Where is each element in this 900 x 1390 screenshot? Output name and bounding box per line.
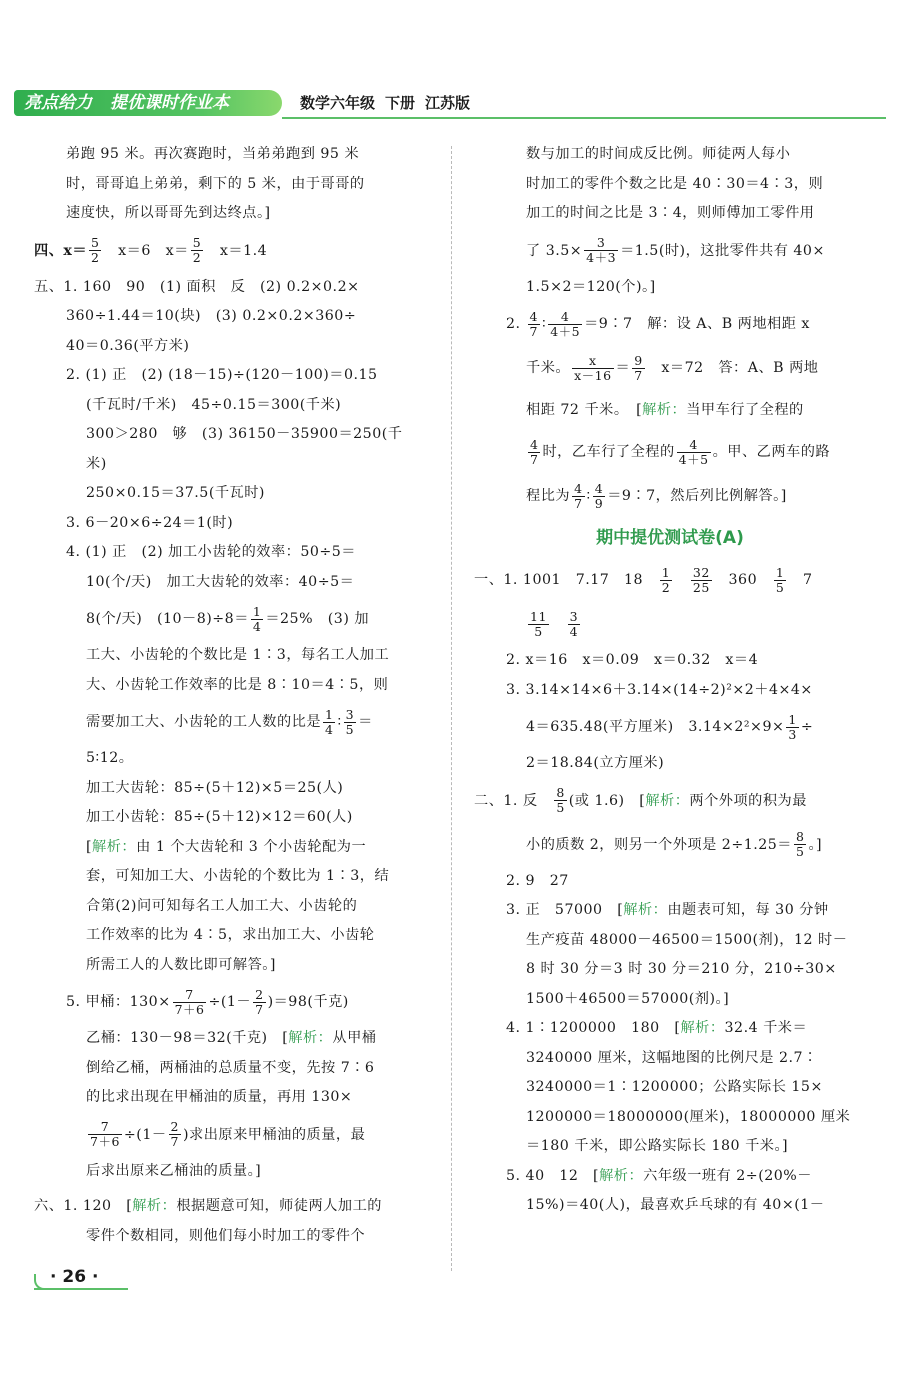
- text: 。甲、乙两车的路: [712, 444, 831, 460]
- denominator: 4: [252, 618, 262, 634]
- fraction: [632, 354, 644, 383]
- text: 时，乙车行了全程的: [542, 444, 675, 460]
- numerator: 5: [192, 235, 202, 251]
- numerator: 4: [529, 308, 538, 324]
- denominator: 5: [534, 623, 543, 639]
- denominator: 2: [661, 579, 671, 595]
- analysis-line: 数与加工的时间成反比例。师徒两人每小: [526, 146, 791, 162]
- answer-line: 速度快，所以哥哥先到达终点。]: [66, 205, 271, 221]
- numerator: 4: [548, 310, 582, 325]
- answer-line: 米): [86, 455, 107, 472]
- analysis-line: 生产疫苗 48000－46500＝1500(剂)，12 时－: [526, 931, 848, 948]
- fraction: [528, 610, 549, 639]
- denominator: 4: [325, 721, 334, 737]
- fraction: [89, 236, 101, 265]
- analysis-line: 倒给乙桶，两桶油的总质量不变，先按 7∶6: [86, 1059, 375, 1076]
- fraction: [251, 605, 263, 634]
- denominator: 4＋3: [586, 250, 617, 265]
- answer-line: [34, 1192, 430, 1222]
- answer-line: 2. 9 27: [506, 872, 569, 889]
- answer-line: [34, 1024, 430, 1054]
- page-header: [14, 86, 886, 120]
- fraction: [584, 236, 618, 265]
- fraction: [794, 830, 806, 859]
- answer-line: (千瓦时/千米) 45÷0.15＝300(千米): [86, 396, 342, 413]
- text: ＝: [358, 714, 373, 730]
- left-column: [34, 140, 430, 1251]
- analysis-label: 解析：: [288, 1030, 333, 1046]
- fraction: [253, 988, 265, 1017]
- text: 小的质数 2，则另一个外项是 2÷1.25＝: [526, 836, 792, 853]
- fraction: [528, 438, 540, 467]
- fraction: [677, 438, 711, 467]
- answer-line: [34, 597, 430, 641]
- answer-line: 4. (1) 正 (2) 加工小齿轮的效率：50÷5＝: [66, 544, 356, 560]
- denominator: 4: [569, 623, 579, 639]
- text: 360: [728, 572, 758, 588]
- text: (或 1.6) [: [568, 792, 646, 809]
- answer-line: 360÷1.44＝10(块) (3) 0.2×0.2×360÷: [66, 308, 357, 324]
- numerator: 3: [584, 236, 618, 251]
- header-rule: [282, 117, 886, 119]
- text: 程比为: [526, 488, 571, 504]
- text: ÷(1－: [208, 994, 252, 1010]
- denominator: 5: [556, 800, 565, 815]
- answer-line: 弟跑 95 米。再次赛跑时，当弟弟跑到 95 米: [66, 146, 360, 162]
- denominator: 3: [788, 726, 797, 742]
- bracket: [: [86, 838, 93, 855]
- numerator: 1: [325, 706, 334, 722]
- analysis-line: [474, 474, 866, 518]
- analysis-label: 解析：: [645, 792, 690, 809]
- denominator: 7: [530, 451, 539, 467]
- text: 千米。: [526, 360, 571, 376]
- analysis-line: 8 时 30 分＝3 时 30 分＝210 分，210÷30×: [526, 961, 837, 977]
- text: 二、1. 反: [474, 792, 538, 809]
- analysis-line: 3240000＝1∶1200000；公路实际长 15×: [526, 1079, 823, 1095]
- text: 由题表可知，每 30 分钟: [667, 902, 829, 918]
- answer-line: [474, 390, 866, 430]
- text: 5. 甲桶：130×: [66, 994, 171, 1010]
- text: ＝: [615, 360, 631, 376]
- answer-line: [474, 302, 866, 346]
- analysis-line: 3240000 厘米，这幅地图的比例尺是 2.7∶: [526, 1049, 818, 1066]
- analysis-line: [474, 823, 866, 867]
- text: 了 3.5×: [526, 242, 583, 259]
- denominator: 25: [692, 579, 710, 595]
- numerator: 7: [173, 988, 207, 1003]
- numerator: 1: [252, 603, 262, 619]
- page-number: [34, 1262, 128, 1292]
- analysis-line: 所需工人的人数比即可解答。]: [86, 956, 276, 973]
- denominator: 7: [634, 367, 643, 383]
- text: 5. 40 12 [: [506, 1167, 600, 1184]
- denominator: 7: [255, 1001, 264, 1017]
- answer-line: 40＝0.36(平方米): [66, 337, 190, 354]
- text: ＝9∶7 解：设 A、B 两地相距 x: [584, 316, 810, 332]
- text: x＝1.4: [205, 242, 268, 259]
- numerator: 4: [574, 480, 583, 496]
- text: 根据题意可知，师徒两人加工的: [176, 1198, 382, 1214]
- analysis-line: 加工的时间之比是 3∶4，则师傅加工零件用: [526, 205, 815, 221]
- text: 由 1 个大齿轮和 3 个小齿轮配为一: [136, 838, 367, 855]
- answer-line: [34, 980, 430, 1024]
- text: ＝1.5(时)，这批零件共有 40×: [620, 242, 825, 259]
- answer-line: [474, 346, 866, 390]
- text: 六年级一班有 2÷(20%－: [643, 1167, 812, 1184]
- answer-line: 五、1. 160 90 (1) 面积 反 (2) 0.2×0.2×: [34, 278, 360, 295]
- numerator: 4: [594, 480, 604, 496]
- analysis-line: 1500＋46500＝57000(剂)。]: [526, 990, 730, 1007]
- analysis-line: 零件个数相同，则他们每小时加工的零件个: [86, 1227, 366, 1244]
- denominator: 7＋6: [174, 1001, 205, 1017]
- answer-line: 2. x＝16 x＝0.09 x＝0.32 x＝4: [506, 652, 759, 668]
- answer-line: 300＞280 够 (3) 36150－35900＝250(千: [86, 426, 403, 442]
- text: )＝98(千克): [267, 994, 349, 1010]
- brand-left: 亮点给力: [24, 93, 92, 113]
- numerator: 2: [255, 986, 264, 1002]
- denominator: 4＋5: [550, 323, 581, 339]
- text: x＝72 答：A、B 两地: [646, 360, 819, 376]
- text: ∶: [542, 316, 547, 332]
- right-column: [474, 140, 866, 1221]
- numerator: 5: [91, 235, 100, 251]
- edition: 江苏版: [425, 94, 471, 112]
- page-number-text: · 26 ·: [50, 1267, 99, 1287]
- text: ÷: [800, 719, 814, 735]
- fraction: [548, 310, 582, 339]
- numerator: 8: [556, 785, 565, 801]
- text: ∶: [586, 488, 591, 504]
- numerator: 11: [530, 608, 547, 624]
- analysis-line: 合第(2)问可知每名工人加工大、小齿轮的: [86, 897, 358, 914]
- analysis-label: 解析：: [623, 902, 668, 918]
- analysis-line: ＝180 千米，即公路实际长 180 千米。]: [526, 1138, 789, 1154]
- denominator: 5: [775, 579, 785, 595]
- denominator: 5: [796, 844, 805, 859]
- text: 需要加工大、小齿轮的工人数的比是: [86, 714, 322, 730]
- fraction: [554, 786, 566, 815]
- fraction: [593, 482, 605, 511]
- answer-line: [474, 1014, 866, 1044]
- fraction: [572, 354, 613, 383]
- book-meta: [300, 90, 470, 116]
- analysis-label: 解析：: [680, 1020, 725, 1036]
- analysis-line: 时加工的零件个数之比是 40∶30＝4∶3，则: [526, 175, 824, 192]
- denominator: 4＋5: [678, 451, 709, 467]
- text: 当甲车行了全程的: [686, 402, 804, 418]
- section-title: 期中提优测试卷(A): [596, 528, 744, 548]
- analysis-line: 后求出原来乙桶油的质量。]: [86, 1162, 262, 1179]
- text: 四、x＝: [34, 242, 88, 259]
- text: ＝9∶7，然后列比例解答。]: [607, 488, 787, 504]
- fraction: [173, 988, 207, 1017]
- answer-line: 2＝18.84(立方厘米): [526, 755, 665, 771]
- text: 7: [802, 572, 813, 588]
- column-divider: [451, 146, 452, 1271]
- text: 一、1. 1001 7.17 18: [474, 572, 644, 588]
- answer-line: 工大、小齿轮的个数比是 1∶3，每名工人加工: [86, 647, 390, 663]
- numerator: 4: [677, 438, 711, 453]
- numerator: 1: [775, 564, 785, 580]
- denominator: 2: [192, 250, 202, 265]
- answer-line: [474, 1162, 866, 1192]
- text: 4. 1∶1200000 180 [: [506, 1020, 681, 1036]
- answer-line-4: [34, 229, 430, 273]
- fraction: [344, 708, 356, 737]
- answer-line: 10(个/天) 加工大齿轮的效率：40÷5＝: [86, 573, 355, 590]
- text: 4＝635.48(平方厘米) 3.14×2²×9×: [526, 719, 785, 735]
- text: 3. 正 57000 [: [506, 902, 624, 918]
- answer-line: [34, 700, 430, 744]
- fraction: [323, 708, 335, 737]
- numerator: 1: [661, 564, 671, 580]
- text: 两个外项的积为最: [689, 792, 807, 809]
- fraction: [528, 310, 540, 339]
- fraction: [786, 713, 798, 742]
- fraction: [660, 566, 672, 595]
- text: ∶: [337, 714, 342, 730]
- numerator: 32: [692, 564, 710, 580]
- numerator: 3: [569, 608, 579, 624]
- analysis-line: 的比求出现在甲桶油的质量，再用 130×: [86, 1089, 353, 1105]
- fraction: [568, 610, 580, 639]
- answer-line: 加工大齿轮：85÷(5＋12)×5＝25(人): [86, 779, 344, 796]
- analysis-line: 1200000＝18000000(厘米)，18000000 厘米: [526, 1108, 851, 1125]
- answer-line: [474, 779, 866, 823]
- fraction: [572, 482, 584, 511]
- numerator: 9: [634, 352, 643, 368]
- answer-line: 3. 6－20×6÷24＝1(时): [66, 514, 234, 531]
- brand-right: 提优课时作业本: [110, 93, 229, 113]
- fraction: [88, 1120, 122, 1149]
- analysis-line: 15%)＝40(人)，最喜欢乒乓球的有 40×(1－: [526, 1197, 825, 1213]
- text: x＝6 x＝: [103, 242, 189, 259]
- numerator: 8: [796, 829, 805, 845]
- analysis-line: 1.5×2＝120(个)。]: [526, 278, 656, 295]
- answer-line: 加工小齿轮：85÷(5＋12)×12＝60(人): [86, 809, 353, 825]
- text: 从甲桶: [332, 1030, 377, 1046]
- analysis-line: [474, 430, 866, 474]
- answer-line: [474, 705, 866, 749]
- text: 32.4 千米＝: [724, 1020, 808, 1036]
- brand-banner: [14, 90, 282, 116]
- volume: 下册: [385, 94, 416, 112]
- answer-line: 大、小齿轮工作效率的比是 8∶10＝4∶5，则: [86, 676, 389, 693]
- denominator: 2: [91, 250, 100, 265]
- denominator: 7: [170, 1134, 179, 1149]
- analysis-line: [474, 229, 866, 273]
- analysis-line: [34, 1113, 430, 1157]
- answer-line: 250×0.15＝37.5(千瓦时): [86, 485, 265, 501]
- text: 六、1. 120 [: [34, 1198, 133, 1214]
- analysis-label: 解析：: [92, 838, 137, 855]
- page-number-rule: [34, 1288, 128, 1290]
- answer-line: 5∶12。: [86, 750, 134, 766]
- text: 8(个/天) (10－8)÷8＝: [86, 611, 249, 627]
- denominator: 7: [574, 495, 583, 511]
- answer-line: 时，哥哥追上弟弟，剩下的 5 米，由于哥哥的: [66, 175, 365, 192]
- fraction: [774, 566, 786, 595]
- fraction: [191, 236, 203, 265]
- text: 。]: [808, 836, 823, 853]
- answer-line: [474, 896, 866, 926]
- numerator: 4: [530, 436, 539, 452]
- numerator: 3: [345, 706, 355, 722]
- subject: 数学六年级: [300, 94, 376, 112]
- answer-line: 2. (1) 正 (2) (18－15)÷(120－100)＝0.15: [66, 367, 378, 383]
- analysis-line: 套，可知加工大、小齿轮的个数比为 1∶3，结: [86, 868, 390, 884]
- fraction: [691, 566, 712, 595]
- text: 2.: [506, 316, 526, 332]
- text: 乙桶：130－98＝32(千克) [: [86, 1030, 289, 1046]
- analysis-label: 解析：: [599, 1167, 644, 1184]
- denominator: 7: [529, 323, 538, 339]
- analysis-label: 解析：: [642, 402, 687, 418]
- numerator: 2: [170, 1119, 179, 1135]
- answer-line: [474, 602, 866, 646]
- answer-line: [474, 558, 866, 602]
- answer-line: 3. 3.14×14×6＋3.14×(14÷2)²×2＋4×4×: [506, 681, 813, 698]
- denominator: x－16: [574, 367, 612, 383]
- analysis-line: [34, 833, 430, 863]
- numerator: 1: [788, 711, 797, 727]
- denominator: 9: [594, 495, 604, 511]
- text: 相距 72 千米。 [: [526, 402, 643, 418]
- numerator: x: [572, 354, 613, 369]
- denominator: 7＋6: [90, 1134, 120, 1149]
- numerator: 7: [88, 1120, 122, 1135]
- denominator: 5: [345, 721, 355, 737]
- text: ÷(1－: [123, 1126, 167, 1143]
- fraction: [169, 1120, 181, 1149]
- analysis-label: 解析：: [132, 1198, 177, 1214]
- text: ＝25% (3) 加: [265, 611, 370, 627]
- text: )求出原来甲桶油的质量，最: [183, 1126, 366, 1143]
- analysis-line: 工作效率的比为 4∶5，求出加工大、小齿轮: [86, 927, 375, 943]
